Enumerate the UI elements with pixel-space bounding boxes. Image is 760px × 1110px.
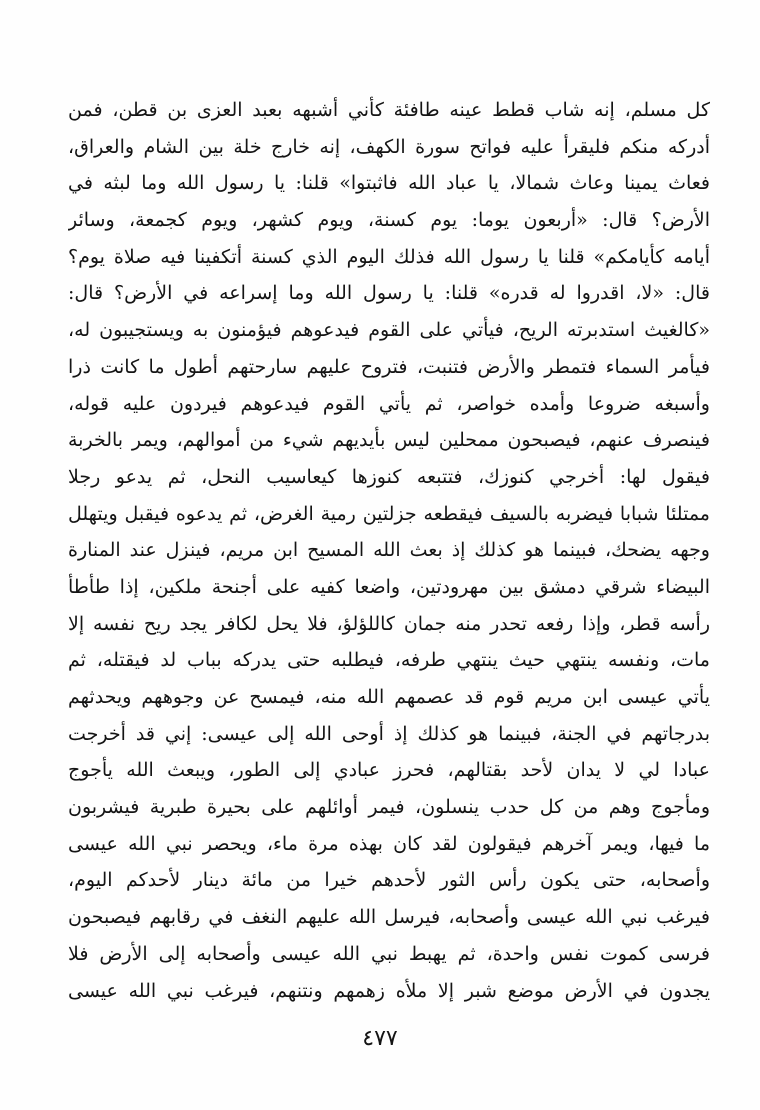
text-line-24: فرسى كموت نفس واحدة، ثم يهبط نبي الله عيسى وأصحابه إلى الأرض فلا: [68, 942, 710, 965]
text-line-1: كل مسلم، إنه شاب قطط عينه طافئة كأني أشبهه بعبد العزى بن قطن، فمن: [68, 99, 710, 121]
text-line-18: بدرجاتهم في الجنة، فبينما هو كذلك إذ أوحى الله إلى عيسى: إني قد أخرجت: [68, 722, 710, 745]
body-text: [68, 92, 710, 1009]
text-line-15: رأسه قطر، وإذا رفعه تحدر منه جمان كاللؤلؤ، فلا يحل لكافر يجد ريح نفسه إلا: [68, 612, 710, 635]
text-line-14: البيضاء شرقي دمشق بين مهرودتين، واضعا كفيه على أجنحة ملكين، إذا طأطأ: [68, 575, 710, 598]
text-line-5: أيامه كأيامكم» قلنا يا رسول الله فذلك اليوم الذي كسنة أتكفينا فيه صلاة يوم؟: [68, 245, 710, 268]
text-line-20: ومأجوج وهم من كل حدب ينسلون، فيمر أوائلهم على بحيرة طبرية فيشربون: [68, 796, 710, 819]
text-line-8: فيأمر السماء فتمطر والأرض فتنبت، فتروح عليهم سارحتهم أطول ما كانت ذرا: [68, 355, 710, 378]
text-line-16: مات، ونفسه ينتهي حيث ينتهي طرفه، فيطلبه حتى يدركه بباب لد فيقتله، ثم: [68, 649, 710, 672]
text-line-4: الأرض؟ قال: «أربعون يوما: يوم كسنة، ويوم كشهر، ويوم كجمعة، وسائر: [68, 209, 710, 232]
text-line-6: قال: «لا، اقدروا له قدره» قلنا: يا رسول الله وما إسراعه في الأرض؟ قال:: [68, 282, 710, 305]
text-line-3: فعاث يمينا وعاث شمالا، يا عباد الله فاثبتوا» قلنا: يا رسول الله وما لبثه في: [68, 172, 710, 195]
text-line-22: وأصحابه، حتى يكون رأس الثور لأحدهم خيرا من مائة دينار لأحدكم اليوم،: [68, 869, 710, 892]
text-line-13: وجهه يضحك، فبينما هو كذلك إذ بعث الله المسيح ابن مريم، فينزل عند المنارة: [68, 539, 710, 562]
text-line-11: فيقول لها: أخرجي كنوزك، فتتبعه كنوزها كيعاسيب النحل، ثم يدعو رجلا: [68, 465, 710, 488]
text-line-21: ما فيها، ويمر آخرهم فيقولون لقد كان بهذه مرة ماء، ويحصر نبي الله عيسى: [68, 832, 710, 855]
text-line-9: وأسبغه ضروعا وأمده خواصر، ثم يأتي القوم فيدعوهم فيردون عليه قوله،: [68, 392, 710, 415]
text-line-10: فينصرف عنهم، فيصبحون ممحلين ليس بأيديهم شيء من أموالهم، ويمر بالخربة: [68, 429, 710, 452]
page-number: ٤٧٧: [362, 1026, 398, 1051]
text-line-19: عبادا لي لا يدان لأحد بقتالهم، فحرز عبادي إلى الطور، ويبعث الله يأجوج: [68, 759, 710, 782]
text-line-12: ممتلئا شبابا فيضربه بالسيف فيقطعه جزلتين رمية الغرض، ثم يدعوه فيقبل ويتهلل: [68, 502, 710, 525]
text-line-17: يأتي عيسى ابن مريم قوم قد عصمهم الله منه، فيمسح عن وجوههم ويحدثهم: [68, 686, 710, 708]
text-line-7: «كالغيث استدبرته الريح، فيأتي على القوم فيدعوهم فيؤمنون به ويستجيبون له،: [68, 319, 710, 342]
text-line-2: أدركه منكم فليقرأ عليه فواتح سورة الكهف، إنه خارج خلة بين الشام والعراق،: [68, 135, 710, 158]
text-line-25: يجدون في الأرض موضع شبر إلا ملأه زهمهم ونتنهم، فيرغب نبي الله عيسى: [68, 979, 710, 1002]
text-line-23: فيرغب نبي الله عيسى وأصحابه، فيرسل الله عليهم النغف في رقابهم فيصبحون: [68, 906, 710, 929]
